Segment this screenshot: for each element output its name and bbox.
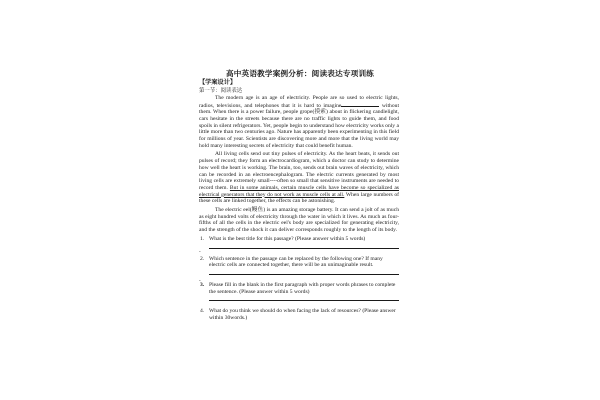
- paragraph-1-text-a: The modern age is an age of electricity. People are so used to electric lights, radios, televisions, and telephones that it is hard to imagine: [199, 94, 399, 109]
- paragraph-2-text-a: All living cells send out tiny pulses of electricity. As the heart beats, it sends out pulses of record; they form an electrocardiogram, which a doctor can study to determine how well the heart is working. The brain, too, sends out brain waves of electricity, which can be recorded in an electroencephalogram. The electric currents generated by most living cells are extremely small----often so small that sensitive instruments are needed to record them.: [199, 151, 399, 191]
- dash-mark: -: [199, 249, 201, 255]
- question-number: 4.: [200, 308, 205, 315]
- subsection-heading: 第一节：阅读表达: [199, 88, 243, 94]
- question-4: [199, 308, 399, 321]
- document-body: [199, 79, 399, 322]
- paragraph-2-text-b: When large numbers of these cells are linked together, the effects can be astonishing.: [199, 191, 399, 205]
- question-number: 1.: [200, 235, 205, 242]
- question-text: Please fill in the blank in the first paragraph with proper words phrases to complete the sentence. (Please answer within 5 words): [209, 281, 396, 295]
- paragraph-2: [199, 151, 399, 205]
- question-number: 3.: [200, 281, 205, 288]
- paragraph-1: [199, 95, 399, 150]
- dash-mark: -: [199, 278, 201, 284]
- question-text: Which sentence in the passage can be replaced by the following one? If many electric cells are connected together, there will be an unimaginable result.: [209, 255, 383, 269]
- underlined-sentence: But in some animals, certain muscle cells have become so specialized as electrical generators that they do not work as muscle cells at all.: [199, 184, 399, 198]
- fill-in-blank: [341, 102, 379, 107]
- paragraph-1-text-b: without them. When there is a power failure, people grope(摸索) about in flickering candlelight, cars hesitate in the streets because there are no traffic lights to guide them, and food spoils in silent refrigerators. Yet, people begin to understand how electricity works only a little more than two centuries ago. Nature has apparently been experimenting in this field for millions of year. Scientists are discovering more and more that the living world may hold many interesting secrets of electricity that could benefit human.: [199, 102, 399, 149]
- question-number: 2.: [200, 255, 205, 262]
- document-title: 高中英语教学案例分析：阅读表达专项训练: [225, 69, 375, 78]
- question-text: What do you think we should do when facing the lack of resources? (Please answer within 30words.): [209, 308, 396, 322]
- answer-line-2: [209, 274, 399, 275]
- paragraph-3: The electric eel(鳗鱼) is an amazing storage battery. It can send a jolt of as much as eight hundred volts of electricity through the water in which it lives. As much as four-fifths of all the cells in the electric eel's body are specialized for generating electricity, and the strength of the shock it can deliver corresponds roughly to the length of its body.: [199, 207, 399, 234]
- question-1: [199, 236, 399, 243]
- question-3: [199, 278, 399, 295]
- answer-line-3: [209, 300, 399, 301]
- question-2: [199, 249, 399, 269]
- answer-line-1: [209, 248, 399, 249]
- question-list: [199, 236, 399, 322]
- section-heading: 【学案设计】: [199, 79, 237, 86]
- question-text: What is the best title for this passage? (Please answer within 5 words): [209, 235, 366, 242]
